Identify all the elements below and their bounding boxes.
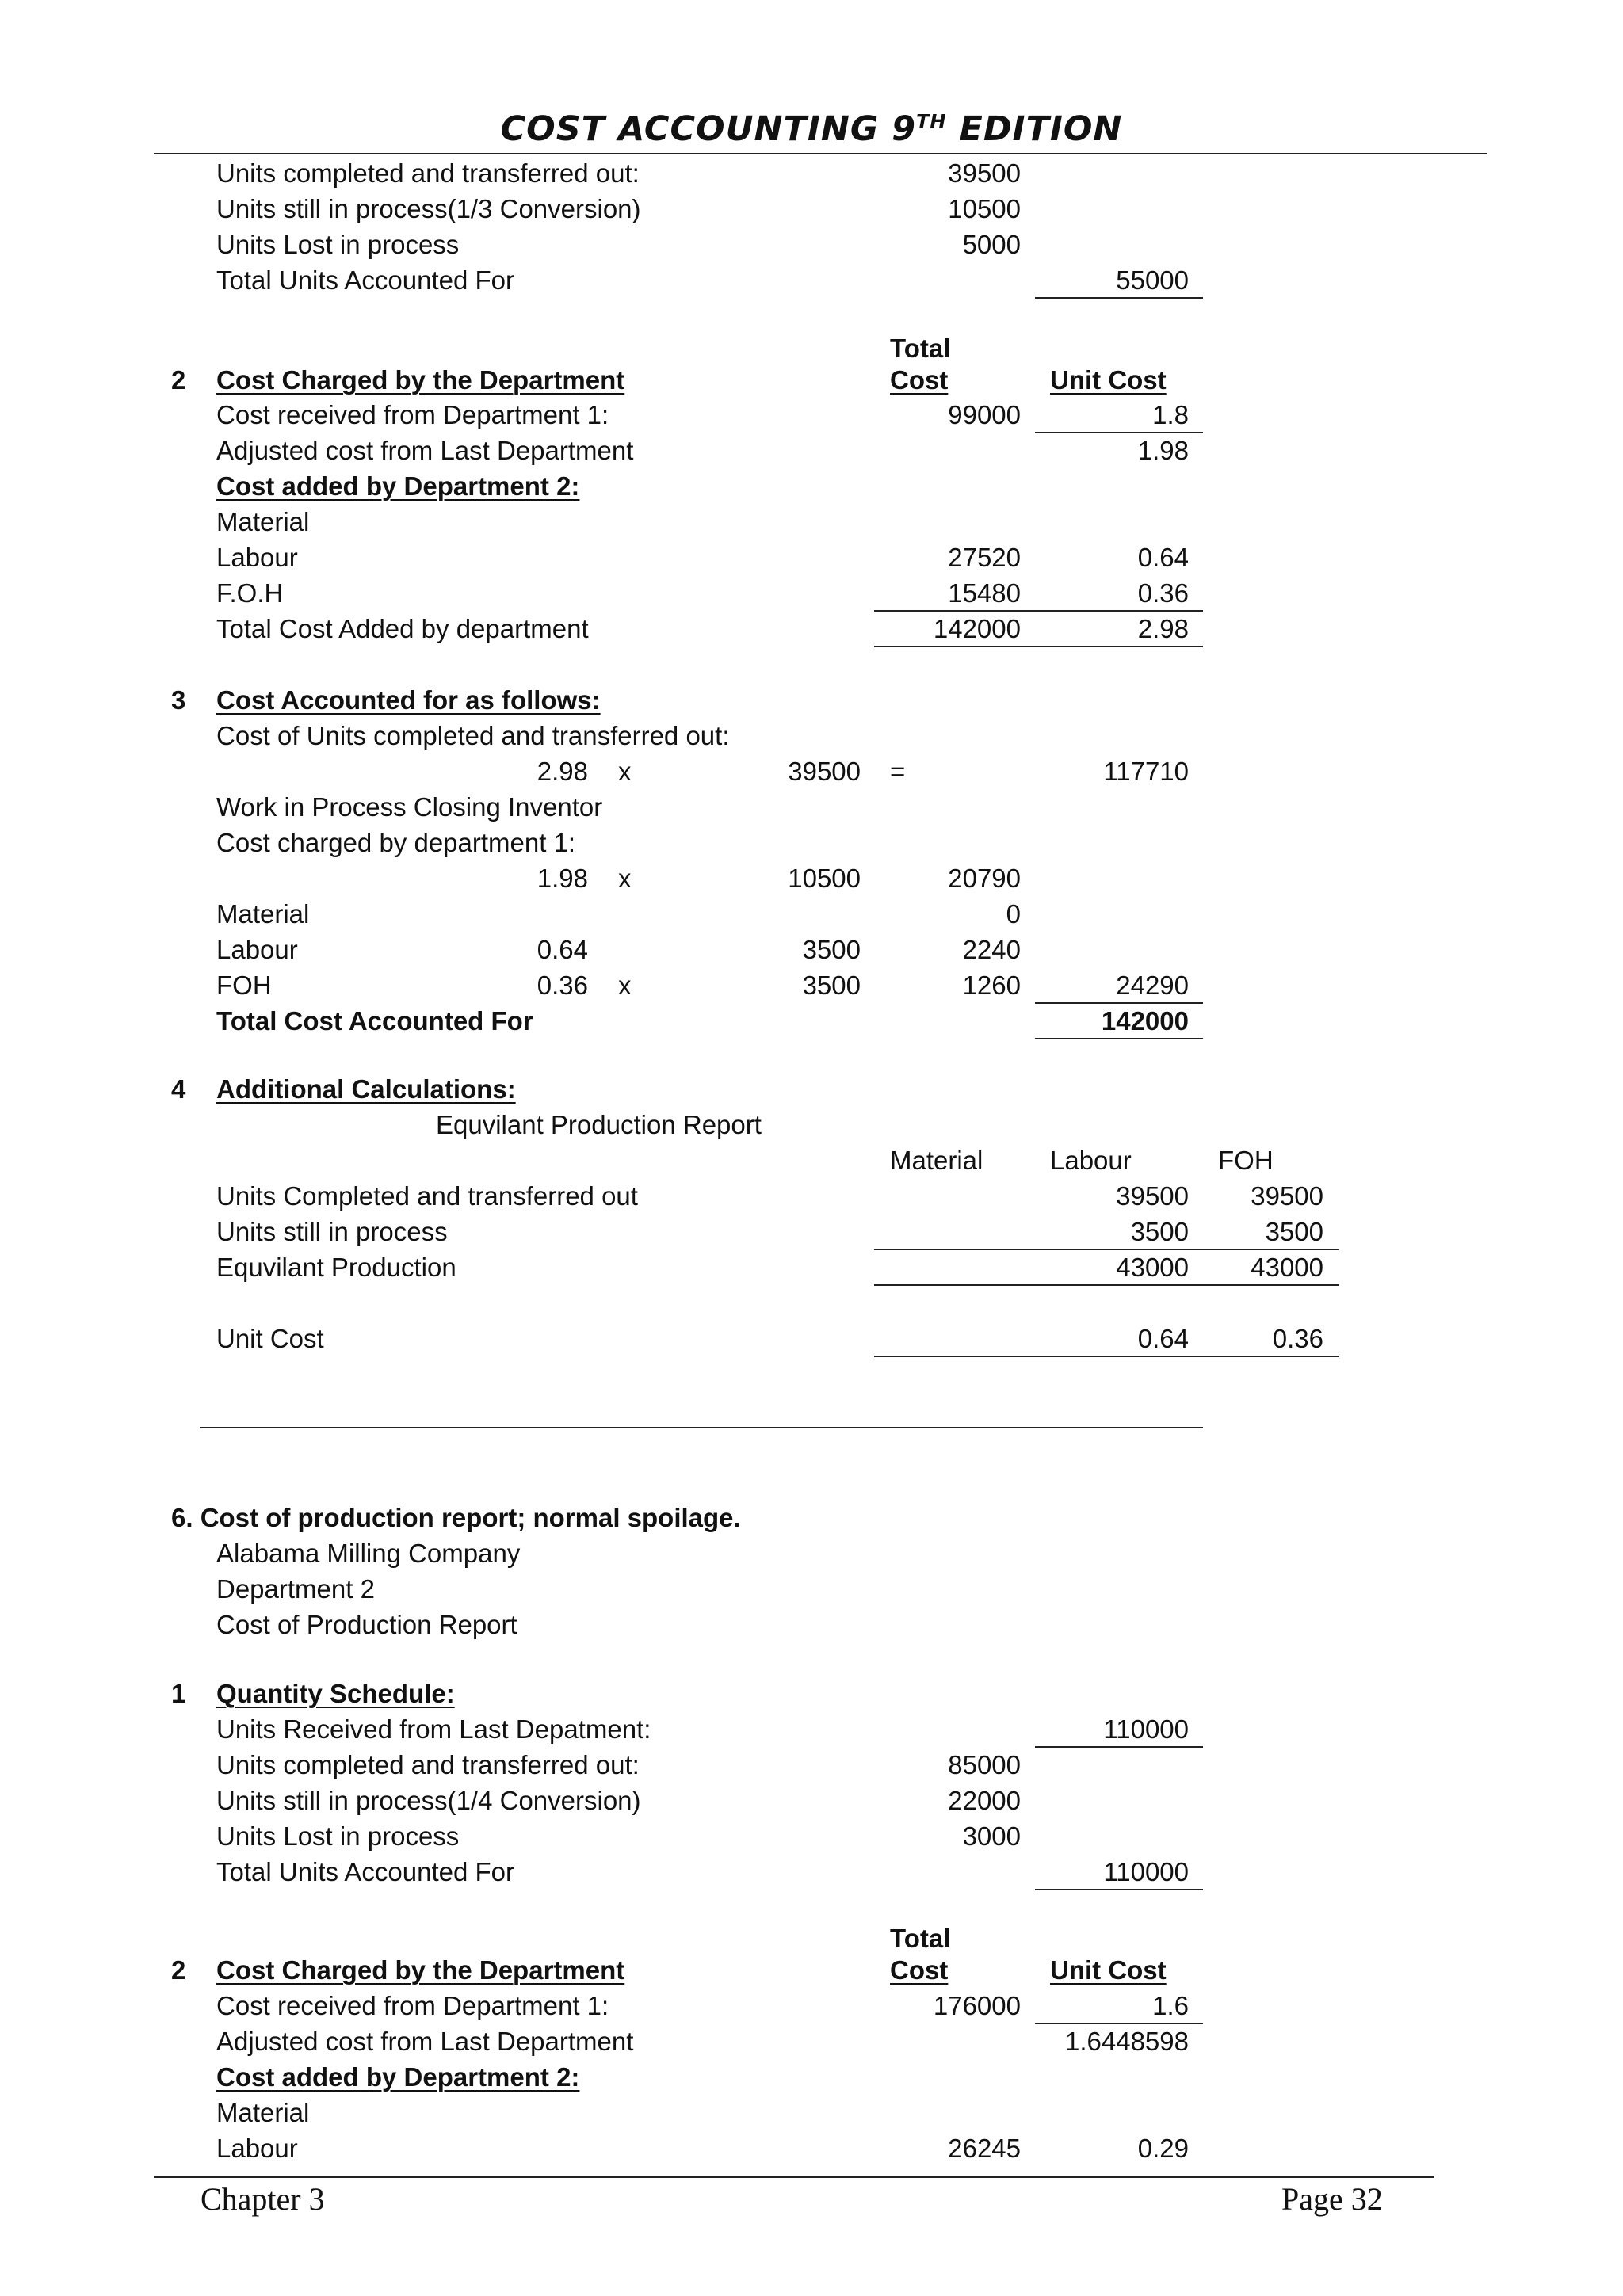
- completed-label: Cost of Units completed and transferred out:: [216, 721, 730, 750]
- section-title: Quantity Schedule:: [216, 1679, 455, 1708]
- quantity-value: 5000: [962, 230, 1021, 259]
- ep-labour: 43000: [1116, 1253, 1189, 1282]
- calc-units: 10500: [788, 864, 861, 893]
- cost-row-label: Cost received from Department 1:: [216, 1991, 609, 2020]
- quantity-total: 110000: [1103, 1857, 1189, 1886]
- quantity-label: Units completed and transferred out:: [216, 158, 640, 188]
- cost-row-unit: 0.29: [1137, 2134, 1189, 2163]
- calc-amount: 1260: [962, 971, 1021, 1000]
- cost-row-total: 176000: [933, 1991, 1021, 2020]
- department-name: Department 2: [216, 1574, 375, 1604]
- cost-row-label: Cost received from Department 1:: [216, 400, 609, 429]
- section-title: Cost Charged by the Department: [216, 1955, 625, 1985]
- cost-row-unit: 0.64: [1137, 543, 1189, 572]
- ep-labour: 39500: [1116, 1181, 1189, 1211]
- calc-amount: 2240: [962, 935, 1021, 964]
- quantity-value: 85000: [948, 1750, 1021, 1779]
- company-name: Alabama Milling Company: [216, 1539, 521, 1568]
- cost-row-unit: 1.6: [1152, 1991, 1189, 2020]
- total-underline: [1035, 297, 1203, 299]
- section-title: Additional Calculations:: [216, 1074, 516, 1104]
- ep-row-label: Units still in process: [216, 1217, 448, 1246]
- quantity-label: Units still in process(1/3 Conversion): [216, 194, 641, 223]
- header-rule: [154, 153, 1487, 154]
- cost-row-label: Labour: [216, 2134, 298, 2163]
- footer-page: Page 32: [1281, 2181, 1383, 2217]
- quantity-label: Units Lost in process: [216, 230, 460, 259]
- quantity-label: Total Units Accounted For: [216, 265, 515, 295]
- row-underline: [1035, 432, 1203, 433]
- cost-row-unit: 0.36: [1137, 578, 1189, 608]
- row-underline: [874, 1356, 1339, 1357]
- row-underline: [874, 1284, 1339, 1286]
- cost-row-total: 26245: [948, 2134, 1021, 2163]
- column-header-unit-cost: Unit Cost: [1050, 365, 1167, 395]
- quantity-label: Total Units Accounted For: [216, 1857, 515, 1886]
- calc-op: x: [618, 757, 632, 786]
- cost-row-label: F.O.H: [216, 578, 284, 608]
- row-underline: [1035, 1002, 1203, 1004]
- calc-rate: 0.64: [537, 935, 588, 964]
- column-header-material: Material: [890, 1146, 983, 1175]
- dept1-label: Cost charged by department 1:: [216, 828, 576, 857]
- column-header-labour: Labour: [1050, 1146, 1132, 1175]
- separator-rule: [200, 1427, 1203, 1428]
- calc-units: 3500: [802, 935, 861, 964]
- calc-op: x: [618, 864, 632, 893]
- cost-row-label: Material: [216, 507, 310, 536]
- cost-row-total: 99000: [948, 400, 1021, 429]
- row-underline: [1035, 2023, 1203, 2024]
- column-header-foh: FOH: [1218, 1146, 1274, 1175]
- ep-foh: 43000: [1251, 1253, 1323, 1282]
- section-number: 1: [171, 1679, 186, 1708]
- row-underline: [1035, 1889, 1203, 1890]
- ep-labour: 0.64: [1137, 1324, 1189, 1353]
- calc-amount: 0: [1006, 899, 1021, 929]
- cost-row-unit: 1.6448598: [1065, 2027, 1189, 2056]
- quantity-value: 39500: [948, 158, 1021, 188]
- cost-row-label: Material: [216, 2098, 310, 2127]
- total-accounted-value: 142000: [1101, 1006, 1189, 1035]
- quantity-value: 10500: [948, 194, 1021, 223]
- page-header-title: COST ACCOUNTING 9TH EDITION: [500, 109, 1123, 149]
- quantity-label: Units Received from Last Depatment:: [216, 1714, 651, 1744]
- section-number: 4: [171, 1074, 186, 1104]
- cost-row-total: 27520: [948, 543, 1021, 572]
- quantity-label: Units completed and transferred out:: [216, 1750, 640, 1779]
- cost-row-label: Adjusted cost from Last Department: [216, 2027, 634, 2056]
- cost-added-heading: Cost added by Department 2:: [216, 471, 580, 501]
- cost-row-unit: 1.8: [1152, 400, 1189, 429]
- problem-heading: 6. Cost of production report; normal spoilage.: [171, 1503, 741, 1532]
- quantity-value: 22000: [948, 1786, 1021, 1815]
- ep-row-label: Units Completed and transferred out: [216, 1181, 638, 1211]
- column-header-cost: Cost: [890, 1955, 949, 1985]
- quantity-label: Units still in process(1/4 Conversion): [216, 1786, 641, 1815]
- quantity-label: Units Lost in process: [216, 1821, 460, 1851]
- quantity-value: 3000: [962, 1821, 1021, 1851]
- section-title: Cost Charged by the Department: [216, 365, 625, 395]
- row-underline: [1035, 1038, 1203, 1039]
- cost-row-unit: 1.98: [1137, 436, 1189, 465]
- calc-units: 3500: [802, 971, 861, 1000]
- section-number: 2: [171, 365, 186, 395]
- section-title: Cost Accounted for as follows:: [216, 685, 601, 715]
- calc-equals: =: [890, 757, 906, 786]
- total-accounted-label: Total Cost Accounted For: [216, 1006, 533, 1035]
- ep-labour: 3500: [1130, 1217, 1189, 1246]
- calc-amount: 20790: [948, 864, 1021, 893]
- column-header-total: Total: [890, 1924, 951, 1953]
- wip-label: Work in Process Closing Inventor: [216, 792, 603, 822]
- ep-row-label: Equvilant Production: [216, 1253, 456, 1282]
- report-subtitle: Equvilant Production Report: [436, 1110, 762, 1139]
- material-label: Material: [216, 899, 310, 929]
- cost-row-total: 142000: [933, 614, 1021, 643]
- footer-chapter: Chapter 3: [200, 2181, 325, 2217]
- ep-row-label: Unit Cost: [216, 1324, 324, 1353]
- ep-foh: 3500: [1265, 1217, 1323, 1246]
- ep-foh: 0.36: [1272, 1324, 1323, 1353]
- row-underline: [874, 646, 1203, 647]
- section-number: 2: [171, 1955, 186, 1985]
- calc-op: x: [618, 971, 632, 1000]
- calc-rate: 0.36: [537, 971, 588, 1000]
- cost-row-label: Adjusted cost from Last Department: [216, 436, 634, 465]
- section-number: 3: [171, 685, 186, 715]
- calc-rate: 2.98: [537, 757, 588, 786]
- column-header-unit-cost: Unit Cost: [1050, 1955, 1167, 1985]
- ep-foh: 39500: [1251, 1181, 1323, 1211]
- row-underline: [874, 1249, 1339, 1250]
- cost-row-unit: 2.98: [1137, 614, 1189, 643]
- foh-label: FOH: [216, 971, 272, 1000]
- calc-rate: 1.98: [537, 864, 588, 893]
- footer-rule: [154, 2176, 1434, 2178]
- row-underline: [1035, 1746, 1203, 1748]
- cost-row-label: Labour: [216, 543, 298, 572]
- cost-row-label: Total Cost Added by department: [216, 614, 589, 643]
- column-header-total: Total: [890, 334, 951, 363]
- cost-added-heading: Cost added by Department 2:: [216, 2062, 580, 2092]
- calc-units: 39500: [788, 757, 861, 786]
- calc-total: 24290: [1116, 971, 1189, 1000]
- quantity-total: 55000: [1116, 265, 1189, 295]
- labour-label: Labour: [216, 935, 298, 964]
- row-underline: [874, 610, 1203, 612]
- quantity-total: 110000: [1103, 1714, 1189, 1744]
- report-name: Cost of Production Report: [216, 1610, 517, 1639]
- column-header-cost: Cost: [890, 365, 949, 395]
- calc-total: 117710: [1103, 757, 1189, 786]
- cost-row-total: 15480: [948, 578, 1021, 608]
